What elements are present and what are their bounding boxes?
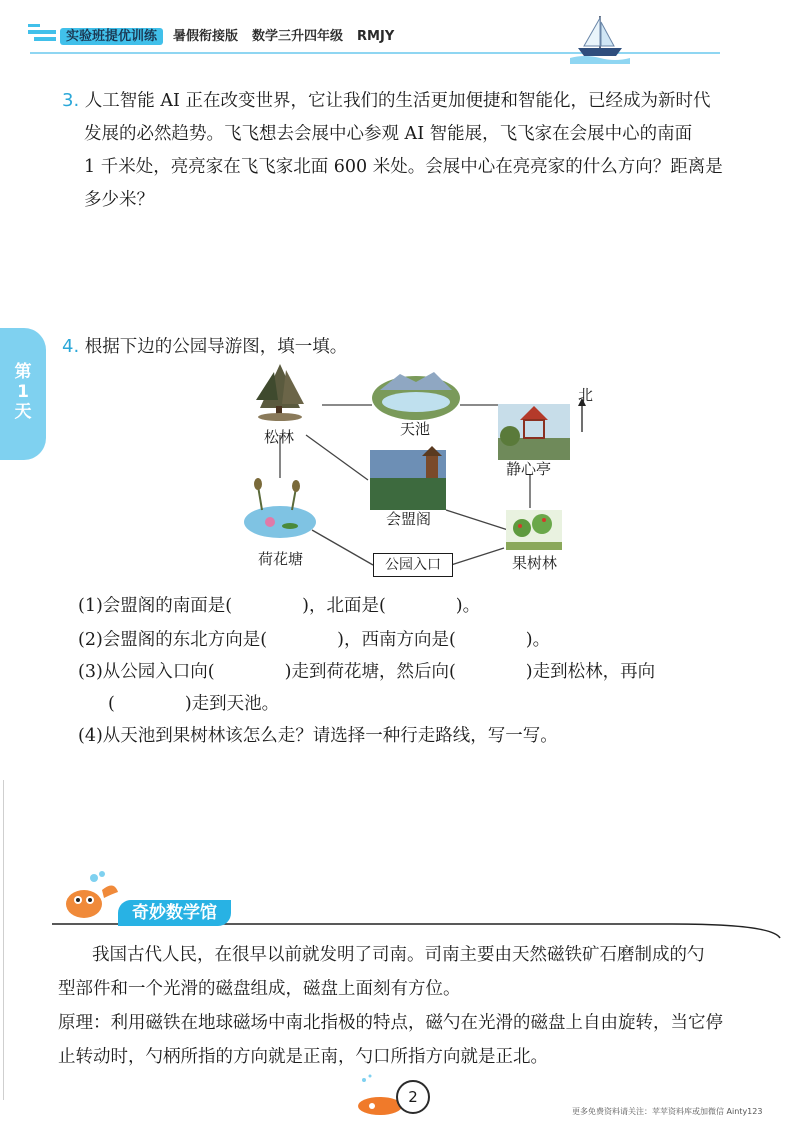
- sub-question-1: (1)会盟阁的南面是( )，北面是( )。: [78, 596, 481, 616]
- orchard-icon: [506, 510, 562, 550]
- path-entrance-orchard: [451, 548, 504, 565]
- question-3-line-3: 1 千米处，亮亮家在飞飞家北面 600 米处。会展中心在亮亮家的什么方向？距离是: [84, 157, 723, 177]
- pine-forest-label: 松林: [264, 428, 295, 446]
- page-header: [0, 0, 800, 58]
- margin-rule: [3, 780, 4, 1100]
- question-4-number: 4.: [62, 336, 80, 357]
- lake-icon: [372, 372, 460, 420]
- fun-math-paragraph-1-line-2: 型部件和一个光滑的磁盘组成，磁盘上面刻有方位。: [58, 979, 461, 999]
- fun-math-paragraph-1-line-1: 我国古代人民，在很早以前就发明了司南。司南主要由天然磁铁矿石磨制成的勺: [92, 945, 705, 965]
- sub-question-3: (3)从公园入口向( )走到荷花塘，然后向( )走到松林，再向: [78, 662, 656, 682]
- fun-math-paragraph-2-line-1: 原理：利用磁铁在地球磁场中南北指极的特点，磁勺在光滑的磁盘上自由旋转，当它停: [58, 1013, 723, 1033]
- sub-question-3-continued: ( )走到天池。: [108, 694, 280, 714]
- huimeng-pavilion-icon: [370, 446, 446, 510]
- fun-math-title: 奇妙数学馆: [118, 900, 231, 926]
- huimeng-pavilion-label: 会盟阁: [386, 510, 432, 528]
- orchard-label: 果树林: [512, 554, 558, 572]
- day-tab-label: 第 1 天: [14, 362, 32, 422]
- north-label: 北: [578, 386, 594, 404]
- subject-label: 数学三升四年级: [252, 29, 344, 44]
- park-entrance-label: 公园入口: [373, 553, 453, 577]
- edition-label: 暑假衔接版: [173, 29, 239, 44]
- footer-note: 更多免费资料请关注：苹苹资料库或加微信 Ainty123: [572, 1107, 763, 1116]
- question-3-number: 3.: [62, 90, 80, 111]
- publisher-code: RMJY: [357, 29, 395, 44]
- header-band: [60, 24, 408, 50]
- fun-math-paragraph-2-line-2: 止转动时，勺柄所指的方向就是正南，勺口所指方向就是正北。: [58, 1047, 548, 1067]
- park-map: [230, 360, 610, 585]
- path-lotus-entrance: [312, 530, 373, 565]
- pine-tree-icon: [256, 364, 304, 421]
- sub-question-4: (4)从天池到果树林该怎么走？请选择一种行走路线，写一写。: [78, 726, 558, 746]
- lotus-pond-label: 荷花塘: [258, 550, 304, 568]
- page-number: 2: [396, 1080, 430, 1114]
- question-3-line-2: 发展的必然趋势。飞飞想去会展中心参观 AI 智能展，飞飞家在会展中心的南面: [84, 124, 693, 144]
- fun-math-body: [58, 938, 778, 1074]
- series-title: 实验班提优训练: [60, 28, 163, 45]
- path-huimeng-orchard: [446, 510, 508, 530]
- question-3-line-1: 人工智能 AI 正在改变世界，它让我们的生活更加便捷和智能化，已经成为新时代: [84, 91, 711, 111]
- pavilion-icon: [498, 404, 570, 460]
- sailboat-icon: [570, 14, 630, 64]
- sub-question-2: (2)会盟阁的东北方向是( )，西南方向是( )。: [78, 630, 551, 650]
- tianchi-label: 天池: [400, 420, 431, 438]
- lotus-pond-icon: [244, 478, 316, 538]
- question-4: [62, 330, 782, 364]
- question-3: [62, 84, 782, 217]
- question-4-text: 根据下边的公园导游图，填一填。: [84, 337, 348, 357]
- path-pine-huimeng: [306, 435, 368, 480]
- question-3-line-4: 多少米？: [84, 190, 154, 210]
- jingxin-pavilion-label: 静心亭: [506, 460, 552, 478]
